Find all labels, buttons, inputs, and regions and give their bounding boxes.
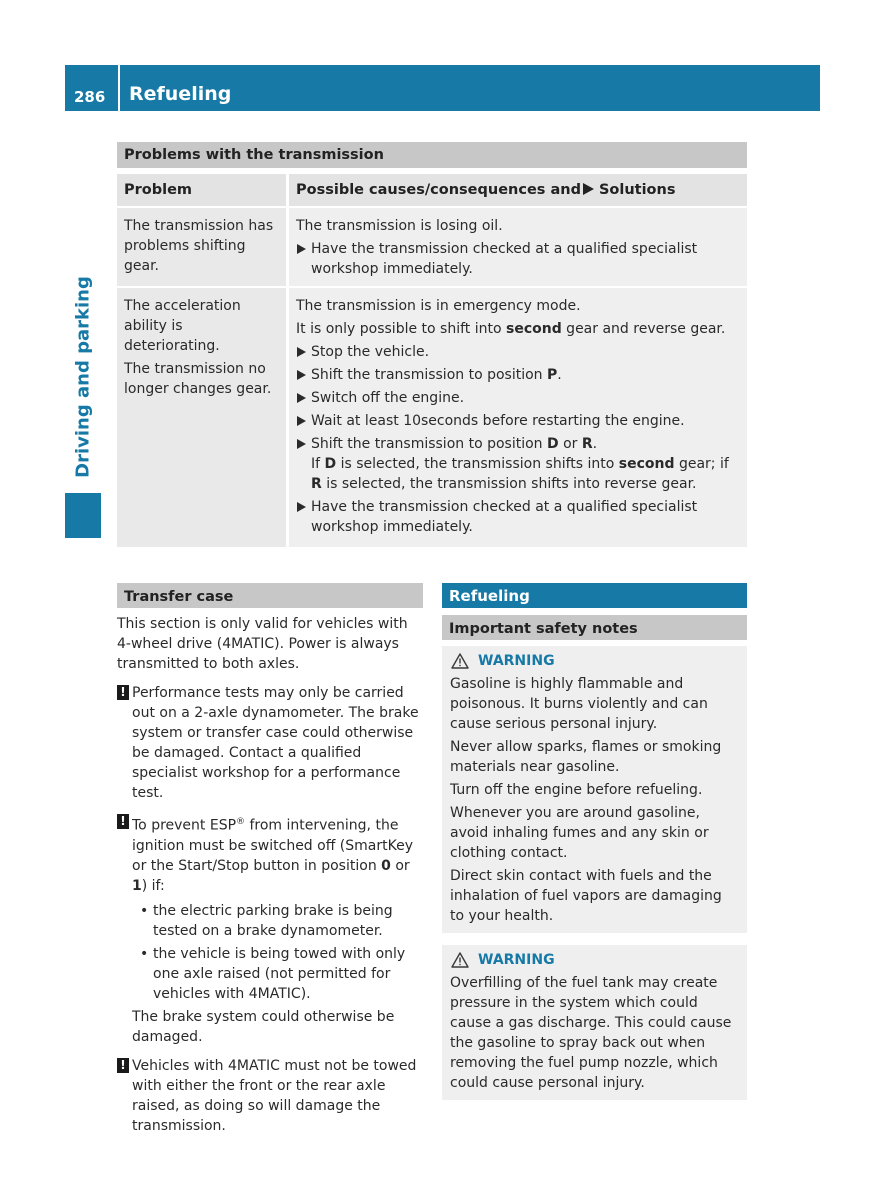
text-run: . bbox=[592, 436, 598, 452]
exclamation-icon: ! bbox=[117, 814, 129, 829]
warning-text: Direct skin contact with fuels and the inhalation of fuel vapors are damaging to your health. bbox=[450, 868, 722, 924]
solution-cell bbox=[289, 208, 747, 286]
problem-cell bbox=[117, 288, 289, 547]
solution-step bbox=[296, 434, 740, 494]
bold-run: 1 bbox=[132, 877, 142, 894]
solution-step bbox=[296, 342, 740, 362]
table-title: Problems with the transmission bbox=[117, 142, 747, 168]
warning-header bbox=[450, 950, 739, 970]
list-item bbox=[138, 944, 423, 1004]
sidebar-tab bbox=[65, 270, 101, 485]
column-header-solutions-text: Solutions bbox=[598, 182, 676, 198]
problem-text: The transmission has problems shifting gear. bbox=[124, 218, 274, 274]
warning-triangle-icon bbox=[451, 952, 469, 968]
exclamation-icon: ! bbox=[117, 685, 129, 700]
text-run: is selected, the transmission shifts into bbox=[336, 456, 619, 472]
warning-box bbox=[442, 646, 747, 933]
bold-run: R bbox=[311, 476, 322, 492]
page-header bbox=[65, 65, 820, 111]
bold-run: D bbox=[324, 456, 337, 472]
problem-text: The transmission no longer changes gear. bbox=[124, 361, 272, 397]
transmission-problems-table bbox=[117, 142, 747, 547]
sidebar-bar-bottom bbox=[65, 493, 101, 538]
registered-mark: ® bbox=[236, 817, 246, 827]
bold-run: 0 bbox=[381, 857, 391, 874]
table-row bbox=[117, 208, 747, 286]
list-item-text: the electric parking brake is being tested on a brake dynamometer. bbox=[153, 902, 393, 939]
problem-cell bbox=[117, 208, 289, 286]
note-text: To prevent ESP bbox=[132, 817, 237, 834]
step-text: Have the transmission checked at a qualified specialist workshop immediately. bbox=[311, 499, 698, 535]
warning-text: Gasoline is highly flammable and poisonous. It burns violently and can cause serious personal injury. bbox=[450, 676, 708, 732]
warning-text: Overfilling of the fuel tank may create pressure in the system which could cause a gas discharge. This could cause the gasoline to spray back out when removing the fuel pump nozzle, which could cause personal injury. bbox=[450, 975, 732, 1091]
intro-paragraph: This section is only valid for vehicles with 4-wheel drive (4MATIC). Power is always transmitted to both axles. bbox=[117, 616, 408, 672]
cause-text: The transmission is in emergency mode. bbox=[296, 298, 581, 314]
caution-note bbox=[117, 1056, 423, 1136]
step-text: Shift the transmission to position bbox=[311, 436, 547, 452]
bold-run: P bbox=[547, 367, 558, 383]
text-run: ) if: bbox=[141, 877, 165, 894]
solution-step bbox=[296, 388, 740, 408]
text-run: or bbox=[390, 857, 410, 874]
list-item bbox=[138, 901, 423, 941]
play-arrow-icon bbox=[583, 183, 594, 195]
problem-text: The acceleration ability is deteriorating. bbox=[124, 298, 241, 354]
transfer-case-section bbox=[117, 583, 423, 1145]
bold-run: second bbox=[506, 321, 562, 337]
text-run: . bbox=[557, 367, 562, 383]
text-run: or bbox=[558, 436, 582, 452]
page-title: Refueling bbox=[129, 83, 232, 105]
bold-run: second bbox=[618, 456, 675, 472]
column-header-causes-text: Possible causes/consequences and bbox=[296, 182, 581, 198]
sidebar-bar-top bbox=[65, 65, 101, 270]
text-run: If bbox=[311, 456, 325, 472]
solution-cell bbox=[289, 288, 747, 547]
warning-triangle-icon bbox=[451, 653, 469, 669]
warning-text: Whenever you are around gasoline, avoid inhaling fumes and any skin or clothing contact. bbox=[450, 805, 709, 861]
column-header-causes bbox=[289, 174, 747, 206]
caution-note bbox=[117, 683, 423, 803]
note-text: from intervening, the ignition must be switched off (SmartKey or the Start/Stop button in position bbox=[132, 817, 413, 874]
table-row bbox=[117, 288, 747, 547]
note-text: The brake system could otherwise be damaged. bbox=[132, 1008, 395, 1045]
table-header-row bbox=[117, 174, 747, 206]
solution-step bbox=[296, 411, 740, 431]
warning-header bbox=[450, 651, 739, 671]
bold-run: R bbox=[581, 436, 593, 452]
solution-step bbox=[296, 239, 740, 279]
refueling-section bbox=[442, 583, 747, 1112]
step-text: Switch off the engine. bbox=[311, 390, 465, 406]
text-run: is selected, the transmission shifts into reverse gear. bbox=[321, 476, 697, 492]
cause-text: The transmission is losing oil. bbox=[296, 218, 503, 234]
exclamation-icon: ! bbox=[117, 1058, 129, 1073]
solution-step bbox=[296, 365, 740, 385]
warning-text: Never allow sparks, flames or smoking materials near gasoline. bbox=[450, 739, 722, 775]
list-item-text: the vehicle is being towed with only one axle raised (not permitted for vehicles with 4MATIC). bbox=[153, 945, 406, 1002]
step-text: Wait at least 10seconds before restarting the engine. bbox=[311, 413, 685, 429]
warning-label: WARNING bbox=[478, 952, 555, 968]
section-heading: Refueling bbox=[442, 583, 747, 608]
column-header-problem: Problem bbox=[117, 174, 289, 206]
note-text: Performance tests may only be carried out on a 2-axle dynamometer. The brake system or transfer case could otherwise be damaged. Contact a qualified specialist workshop for a performance test. bbox=[132, 685, 419, 801]
caution-note bbox=[117, 812, 423, 1047]
warning-label: WARNING bbox=[478, 653, 555, 669]
solution-step bbox=[296, 497, 740, 537]
step-text: Have the transmission checked at a qualified specialist workshop immediately. bbox=[311, 241, 698, 277]
section-heading: Transfer case bbox=[117, 583, 423, 608]
bold-run: D bbox=[547, 436, 559, 452]
step-text: Shift the transmission to position bbox=[311, 367, 547, 383]
text-run: It is only possible to shift into bbox=[296, 321, 506, 337]
page-number: 286 bbox=[74, 88, 106, 106]
step-text: Stop the vehicle. bbox=[311, 344, 430, 360]
warning-text: Turn off the engine before refueling. bbox=[450, 782, 703, 798]
warning-box bbox=[442, 945, 747, 1100]
header-divider bbox=[118, 65, 120, 111]
text-run: gear; if bbox=[674, 456, 729, 472]
sidebar-tab-label: Driving and parking bbox=[72, 276, 94, 478]
cause-text bbox=[296, 319, 740, 339]
text-run: gear and reverse gear. bbox=[561, 321, 726, 337]
subsection-heading: Important safety notes bbox=[442, 615, 747, 640]
note-text: Vehicles with 4MATIC must not be towed with either the front or the rear axle raised, as doing so will damage the transmission. bbox=[132, 1057, 417, 1134]
section-sidebar bbox=[65, 65, 101, 538]
